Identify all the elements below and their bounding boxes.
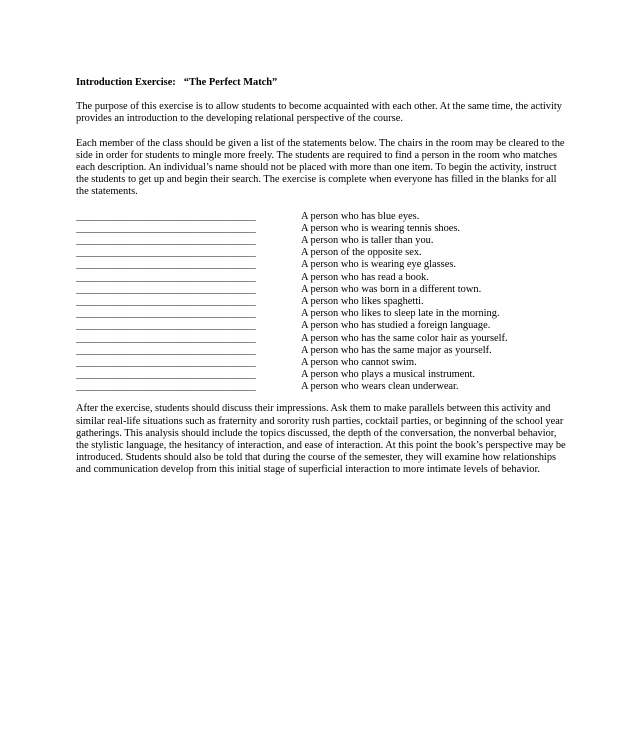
statement-list bbox=[76, 211, 566, 394]
list-item bbox=[76, 211, 566, 223]
blank-line: _______________________________________ bbox=[76, 235, 256, 246]
blank-line: _______________________________________ bbox=[76, 381, 256, 393]
list-item bbox=[76, 308, 566, 320]
document-title bbox=[76, 77, 566, 89]
statement-text: A person who has studied a foreign language. bbox=[301, 320, 491, 332]
list-item bbox=[76, 345, 566, 357]
title-prefix: Introduction Exercise: bbox=[76, 77, 176, 88]
blank-line: _______________________________________ bbox=[76, 210, 256, 222]
list-item bbox=[76, 369, 566, 381]
statement-text: A person who has the same major as yourself. bbox=[301, 344, 492, 356]
list-item bbox=[76, 272, 566, 284]
list-item bbox=[76, 259, 566, 271]
statement-text: A person who plays a musical instrument. bbox=[301, 369, 476, 381]
blank-line: _______________________________________ bbox=[76, 247, 256, 259]
discussion-paragraph: After the exercise, students should discuss their impressions. Ask them to make parallels between this activity and similar real-life situations such as fraternity and sorority rush parties, cocktail parties, or beginning of the school year gatherings. This analysis should include the topics discussed, the depth of the conversation, the nonverbal behavior, the stylistic language, the hesitancy of interaction, and ease of interaction. At this point the book’s perspective may be introduced. Students should also be told that during the course of the semester, they will examine how relationships and communication develop from this initial stage of superficial interaction to more intimate levels of behavior. bbox=[76, 403, 566, 476]
blank-line: _______________________________________ bbox=[76, 369, 256, 381]
instructions-paragraph: Each member of the class should be given a list of the statements below. The chairs in the room may be cleared to the side in order for students to mingle more freely. The students are required to find a person in the room who matches each description. An individual’s name should not be placed with more than one item. To begin the activity, instruct the students to get up and begin their search. The exercise is complete when everyone has filled in the blanks for all the statements. bbox=[76, 137, 565, 198]
blank-line: _______________________________________ bbox=[76, 332, 256, 344]
blank-line: _______________________________________ bbox=[76, 222, 256, 234]
statement-text: A person who is wearing tennis shoes. bbox=[301, 222, 461, 234]
blank-line: _______________________________________ bbox=[76, 344, 256, 356]
statement-text: A person who likes spaghetti. bbox=[301, 295, 424, 307]
list-item bbox=[76, 296, 566, 308]
statement-text: A person who has blue eyes. bbox=[301, 210, 420, 222]
blank-line: _______________________________________ bbox=[76, 356, 256, 368]
list-item bbox=[76, 320, 566, 332]
list-item bbox=[76, 235, 566, 247]
blank-line: _______________________________________ bbox=[76, 271, 256, 283]
blank-line: _______________________________________ bbox=[76, 320, 256, 332]
list-item bbox=[76, 223, 566, 235]
blank-line: _______________________________________ bbox=[76, 259, 256, 271]
list-item bbox=[76, 247, 566, 259]
statement-text: A person who likes to sleep late in the morning. bbox=[301, 308, 500, 320]
statement-text: A person who wears clean underwear. bbox=[301, 381, 459, 393]
statement-text: A person who has the same color hair as yourself. bbox=[301, 332, 508, 344]
blank-line: _______________________________________ bbox=[76, 295, 256, 307]
statement-text: A person who cannot swim. bbox=[301, 356, 417, 368]
statement-text: A person of the opposite sex. bbox=[301, 247, 422, 259]
title-quote: “The Perfect Match” bbox=[183, 77, 278, 88]
list-item bbox=[76, 333, 566, 345]
list-item bbox=[76, 284, 566, 296]
statement-text: A person who was born in a different town. bbox=[301, 283, 482, 295]
list-item bbox=[76, 381, 566, 393]
purpose-paragraph: The purpose of this exercise is to allow students to become acquainted with each other. At the same time, the activity provides an introduction to the developing relational perspective of the course. bbox=[76, 101, 562, 125]
statement-text: A person who is wearing eye glasses. bbox=[301, 259, 456, 271]
list-item bbox=[76, 357, 566, 369]
blank-line: _______________________________________ bbox=[76, 283, 256, 295]
blank-line: _______________________________________ bbox=[76, 308, 256, 320]
document-page bbox=[76, 77, 566, 489]
statement-text: A person who is taller than you. bbox=[301, 235, 434, 246]
statement-text: A person who has read a book. bbox=[301, 271, 429, 283]
